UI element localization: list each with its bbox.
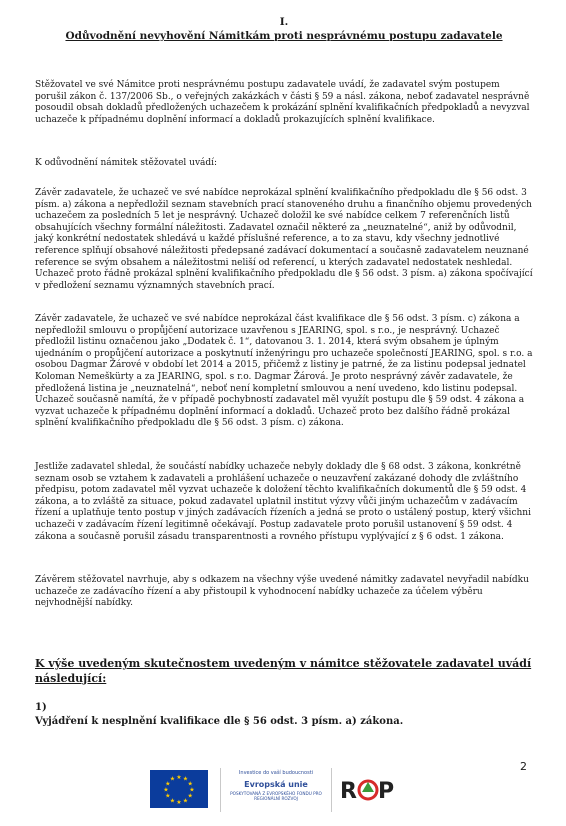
- eu-tagline: Investice do vaší budoucnosti: [238, 770, 314, 776]
- section-title: Odůvodnění nevyhovění Námitkám proti nesprávnému postupu zadavatele: [65, 30, 503, 42]
- subsection-title: Vyjádření k nesplnění kvalifikace dle § 56 odst. 3 písm. a) zákona.: [35, 716, 404, 727]
- svg-text:R: R: [340, 779, 357, 804]
- svg-text:★: ★: [182, 775, 189, 783]
- paragraph-reference-list: Závěr zadavatele, že uchazeč ve své nabídce neprokázal splnění kvalifikačního předpokladu dle § 56 odst. 3 písm. a) zákona a nepředložil seznam stavebních prací stanoveného druhu a finančního objemu provedených uchazečem za posledních 5 let je nesprávný. Uchazeč doložil ke své nabídce celkem 7 referenčních listů obsahujících všechny formální náležitosti. Zadavatel označil některé za „neuznatelné“, aniž by odůvodnil, jaký konkrétní nedostatek shledává u každé příslušné reference, a to za stavu, kdy všechny jednotlivé reference splňují obsahové náležitosti předepsané zadávací dokumentací a současně zadavatelem neuznané reference se svým obsahem a náležitostmi neliší od referencí, u kterých zadavatel nedostatek neshledal. Uchazeč proto řádně prokázal splnění kvalifikačního předpokladu dle § 56 odst. 3 písm. a) zákona spočívající v předložení seznamu významných stavebních prací.: [35, 188, 533, 291]
- svg-text:★: ★: [165, 792, 171, 800]
- svg-text:★: ★: [189, 786, 195, 794]
- svg-text:★: ★: [169, 775, 176, 783]
- paragraph-complaint-summary: Stěžovatel ve své Námitce proti nesprávnému postupu zadavatele uvádí, že zadavatel svým postupem porušil zákon č. 137/2006 Sb., o veřejných zakázkách v části § 59 a násl. zákona, neboť zadavatel nesprávně posoudil obsah dokladů předložených uchazečem k prokázání splnění kvalifikačních předpokladů a nevyzval uchazeče k případnému doplnění informací a dokladů prokazujících splnění kvalifikace.: [35, 80, 530, 125]
- footer-logos: [0, 764, 566, 814]
- eu-fund: POSKYTOVANÁ Z EVROPSKÉHO FONDU PRO REGIONÁLNÍ ROZVOJ: [230, 791, 322, 801]
- svg-text:P: P: [378, 779, 395, 804]
- svg-text:★: ★: [165, 780, 171, 788]
- eu-flag-icon: [150, 770, 208, 808]
- subsection-number: 1): [35, 702, 47, 713]
- page-number: 2: [520, 760, 527, 773]
- paragraph-authorization-contract: Závěr zadavatele, že uchazeč ve své nabídce neprokázal část kvalifikace dle § 56 odst. 3 písm. c) zákona a nepředložil smlouvu o propůjčení autorizace uzavřenou s JEARING, spol. s r.o., je nesprávný. Uchazeč předložil listinu označenou jako „Dodatek č. 1“, datovanou 3. 1. 2014, která svým obsahem je úplným ujednáním o propůjčení autorizace a poskytnutí inženýringu pro uchazeče společností JEARING, spol. s r.o. a osobou Dagmar Žárové v období let 2014 a 2015, přičemž z listiny je patrné, že za listinu podepsal jednatel Koloman Nemeškürty a za JEARING, spol. s r.o. Dagmar Žárová. Je proto nesprávný závěr zadavatele, že předložená listina je „neuznatelná“, neboť není kompletní smlouvou a není uvedeno, kdo listinu podepsal. Uchazeč současně namítá, že v případě pochybností zadavatel měl využít postupu dle § 59 odst. 4 zákona a vyzvat uchazeče k případnému doplnění informací a dokladů. Uchazeč proto bez dalšího řádně prokázal splnění kvalifikačního předpokladu dle § 56 odst. 3 písm. c) zákona.: [35, 314, 533, 429]
- svg-text:★: ★: [187, 780, 193, 788]
- svg-text:★: ★: [169, 797, 176, 805]
- svg-text:★: ★: [176, 774, 182, 781]
- paragraph-missing-documents: Jestliže zadavatel shledal, že součástí nabídky uchazeče nebyly doklady dle § 68 odst. 3 zákona, konkrétně seznam osob se vztahem k zadavateli a prohlášení uchazeče o neuzavření zakázané dohody dle zvláštního předpisu, potom zadavatel měl vyzvat uchazeče k doložení těchto kvalifikačních dokumentů dle § 59 odst. 4 zákona, a to zvláště za situace, pokud zadavatel uplatnil institut výzvy vůči jiným uchazečům v zadávacím řízení a uplatňuje tento postup v jiných zadávacích řízeních a jedná se proto o ustálený postup, který všichni uchazeči v zadávacím řízení legitimně očekávají. Postup zadavatele proto porušil ustanovení § 59 odst. 4 zákona a současně porušil zásadu transparentnosti a rovného přístupu vyplývající z § 6 odst. 1 zákona.: [35, 462, 531, 542]
- paragraph-conclusion: Závěrem stěžovatel navrhuje, aby s odkazem na všechny výše uvedené námitky zadavatel nevyřadil nabídku uchazeče ze zadávacího řízení a aby přistoupil k vyhodnocení nabídky uchazeče za účelem výběru nejvhodnější nabídky.: [35, 575, 529, 609]
- svg-text:★: ★: [187, 792, 193, 800]
- response-heading: K výše uvedeným skutečnostem uvedeným v námitce stěžovatele zadavatel uvádí následující:: [35, 657, 532, 685]
- eu-label: [220, 768, 332, 812]
- svg-text:★: ★: [176, 799, 182, 806]
- section-number: I.: [279, 16, 289, 28]
- paragraph-intro-reasons: K odůvodnění námitek stěžovatel uvádí:: [35, 158, 218, 168]
- rop-logo-icon: [338, 768, 398, 812]
- eu-name: Evropská unie: [244, 780, 308, 789]
- svg-text:★: ★: [163, 786, 169, 794]
- svg-text:★: ★: [182, 797, 189, 805]
